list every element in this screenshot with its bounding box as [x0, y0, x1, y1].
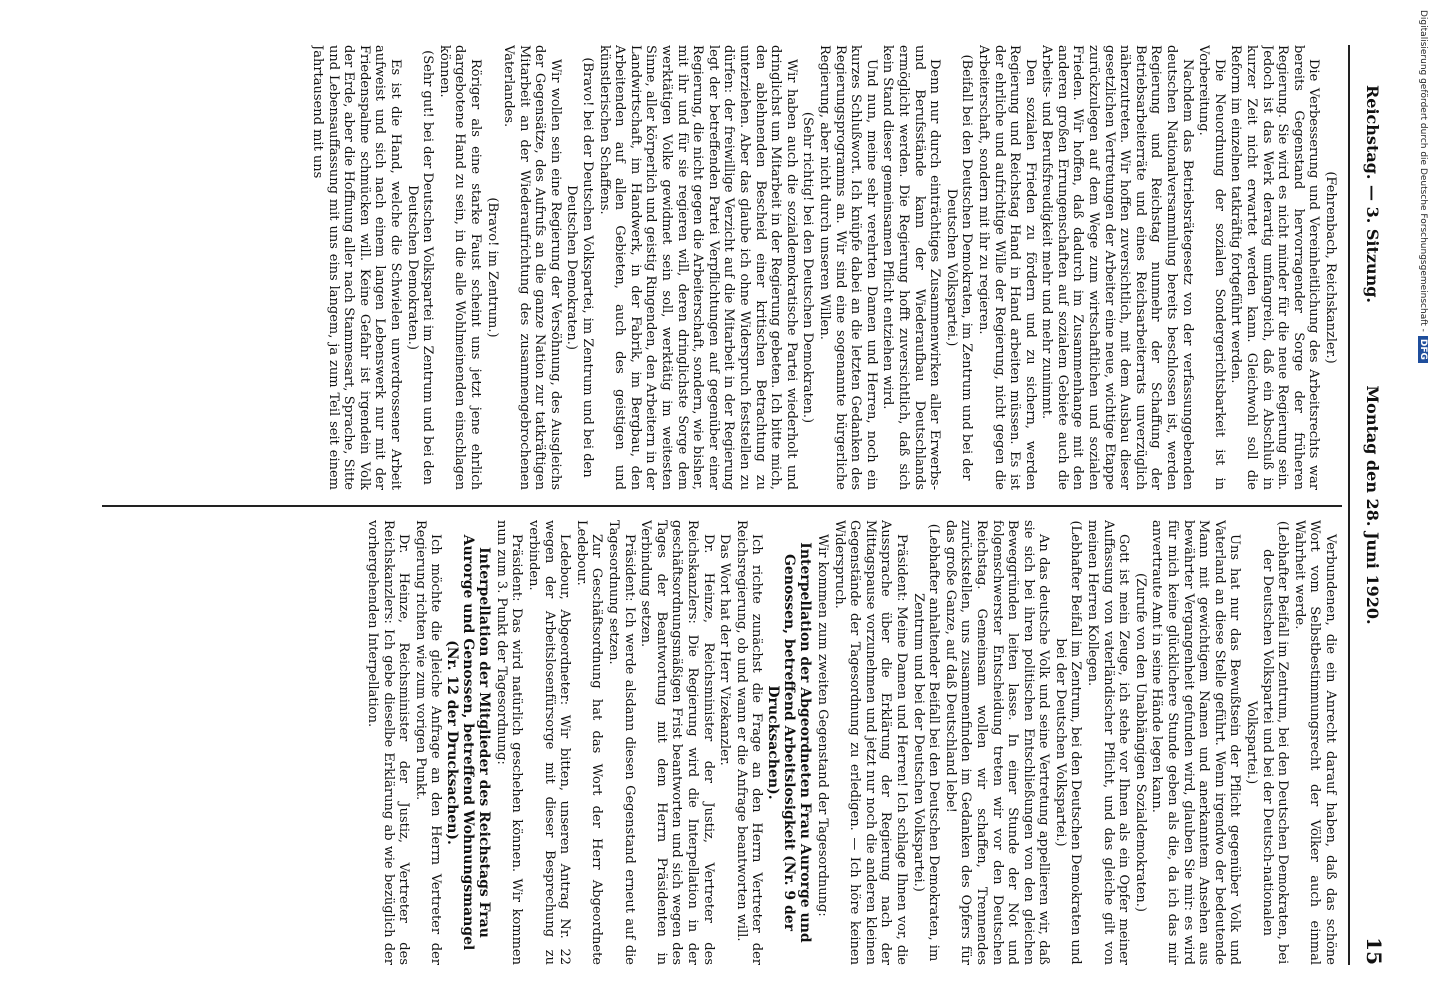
interjection: (Sehr richtig! bei den Deutschen Demokraten.) — [800, 111, 816, 424]
digitization-sidebar — [1404, 0, 1434, 1000]
paragraph: Verbundenen, die ein Anrecht darauf haben, daß das schöne Wort vom Selbstbestimmungsrecht der Völker auch einmal Wahrheit werde. — [1291, 520, 1338, 965]
dfg-logo: DFG — [1418, 336, 1428, 363]
page-number: 15 — [1362, 937, 1386, 965]
paragraph: Die Verbesserung und Vereinheitlichung des Arbeitsrechts war bereits Gegenstand hervorragender Sorge der früheren Regierung. Sie wird es nicht minder für die neue Regierung sein. Jedoch ist das Werk derartig umfangreich, daß ein Abschluß in kurzer Zeit nicht erwartet werden kann. Gleichwohl soll die Reform im einzelnen tatkräftig fortgeführt werden. — [1228, 45, 1322, 490]
page-header — [1348, 45, 1390, 965]
paragraph: Und nun, meine sehr verehrten Damen und Herren, noch ein kurzes Schlußwort. Ich knüpfe dabei an die letzten Gedanken des Regierungsprogramms an. Wir sind eine sogenannte bürgerliche Regierung, aber nicht durch unseren Willen. — [817, 45, 879, 490]
interjection: (Lebhafter Beifall im Zentrum, bei den Deutschen Demokraten und bei der Deutschen Volkspartei.) — [1052, 520, 1084, 965]
digitization-credit — [1418, 10, 1428, 363]
rotated-newspaper-page — [100, 45, 1390, 965]
paragraph: An das deutsche Volk und seine Vertretung appellieren wir, daß sie sich bei ihren politischen Entschließungen von den gleichen Beweggründen leiten lasse. In einer Stunde der Not und folgenschwerster Entscheidung treten wir vor den Deutschen Reichstag. Gemeinsam wollen wir schaffen, Trennendes zurückstellen, uns zusammenfinden im Gedanken des Opfers für das große Ganze, auf daß Deutschland lebe! — [942, 520, 1052, 965]
paragraph: Wir haben auch die sozialdemokratische Partei wiederholt und dringlichst um Mitarbeit in der Regierung gebeten. Ich bitte mich, den ablehnenden Bescheid einer kritischen Betrachtung zu unterziehen. Aber das glaube ich ohne Widerspruch feststellen zu dürfen: der freiwillige Verzicht auf die Mitarbeit in der Regierung legt der betreffenden Partei Verpflichtungen auf gegenüber einer Regierung, die nicht gegen die Arbeiterschaft, sondern, wie bisher, mit ihr und für sie regieren will, deren dringlichste Sorge dem werktätigen Volke gewidmet sein soll, werktätig im weitesten Sinne, aller körperlich und geistig Ringenden, den Arbeitern in der Landwirtschaft, im Handwerk, in der Fabrik, im Bergbau, den Arbeitenden auf allen Gebieten, auch des geistigen und künstlerischen Schaffens. — [596, 45, 799, 490]
paragraph: Die Neuordnung der sozialen Sondergerichtsbarkeit ist in Vorbereitung. — [1196, 45, 1227, 490]
interjection: (Sehr gut! bei der Deutschen Volkspartei im Zentrum und bei den Deutschen Demokraten.) — [404, 50, 436, 485]
right-text-column — [108, 520, 1338, 965]
paragraph: Wir kommen zum zweiten Gegenstand der Tagesordnung: — [815, 534, 830, 917]
interjection: (Beifall bei den Deutschen Demokraten, im Zentrum und bei der Deutschen Volkspartei.) — [943, 54, 975, 481]
paragraph: Ich richte zunächst die Frage an den Herrn Vertreter der Reichsregierung, ob und wann er die Anfrage beantworten will. — [733, 520, 765, 965]
paragraph: Es ist die Hand, welche die Schwielen unverdrossener Arbeit aufweist und sich nach einem langen Lebenswerk nur mit der Friedenspalme schmücken will. Keine Gefahr ist irgendein Volk der Erde, aber die Hoffnung aller nach Stammesart, Sprache, Sitte und Lebensauffassung mit uns eins langem, ja zum Teil seit einem Jahrtausend mit uns — [310, 45, 403, 490]
paragraph: Präsident: Meine Damen und Herren! Ich schlage Ihnen vor, die Aussprache über die Erklärung der Regierung nach der Mittagspause vorzunehmen und jetzt nur noch die anderen kleinen Gegenstände der Tagesordnung zu erledigen. — Ich höre keinen Widerspruch. — [831, 520, 909, 965]
paragraph: Dr. Heinze, Reichsminister der Justiz, Vertreter des Reichskanzlers: Die Regierung wird die Interpellation in der geschäftsordnungsmäßigen Frist beantworten und sich wegen des Tages der Beantwortung mit dem Herrn Präsidenten in Verbindung setzen. — [638, 520, 716, 965]
interjection: (Fehrenbach, Reichskanzler.) — [1323, 171, 1338, 364]
paragraph: Zur Geschäftsordnung hat das Wort der Herr Abgeordnete Ledebour. — [573, 520, 605, 965]
interjection: (Lebhafter anhaltender Beifall bei den Deutschen Demokraten, im Zentrum und bei der Deutschen Volkspartei.) — [910, 523, 942, 962]
left-text-column — [108, 45, 1338, 490]
interjection: (Bravo! bei der Deutschen Volkspartei, im Zentrum und bei den Deutschen Demokraten.) — [564, 57, 596, 478]
header-date: Montag den 28. Juni 1920. — [1363, 385, 1382, 625]
paragraph: Das Wort hat der Herr Vizekanzler. — [717, 534, 733, 766]
paragraph: Röriger als eine starke Faust scheint uns jetzt jene ehrlich dargebotene Hand zu sein, in die alle Wohlmeinenden einschlagen können. — [436, 45, 483, 490]
column-divider — [102, 505, 1342, 507]
section-heading: Interpellation der Abgeordneten Frau Aurorge und Genossen, betreffend Arbeitslosigkeit (Nr. 9 der Drucksachen). — [765, 542, 814, 943]
paragraph: Präsident: Ich werde alsdann diesen Gegenstand erneut auf die Tagesordnung setzen. — [606, 520, 637, 965]
interjection: (Bravo! im Zentrum.) — [484, 197, 500, 338]
paragraph: Denn nur durch einträchtiges Zusammenwirken aller Erwerbs- und Berufsstände kann der Wiederaufbau Deutschlands ermöglicht werden. Die Regierung hofft zuversichtlich, daß sich kein Stand dieser gemeinsamen Pflicht entziehen wird. — [880, 45, 943, 490]
paragraph: Ledebour, Abgeordneter: Wir bitten, unseren Antrag Nr. 22 wegen der Arbeitslosenfürsorge mit dieser Besprechung zu verbinden. — [526, 520, 573, 965]
paragraph: Den sozialen Frieden zu fördern und zu sichern, werden Regierung und Reichstag Hand in Hand arbeiten müssen. Es ist der ehrliche und aufrichtige Wille der Regierung, nicht gegen die Arbeiterschaft, sondern mit ihr zu regieren. — [975, 45, 1038, 490]
paragraph: Nachdem das Betriebsrätegesetz von der verfassunggebenden deutschen Nationalversammlung bereits beschlossen ist, werden Regierung und Reichstag nunmehr der Schaffung der Betriebsarbeiterräte und eines Reichsarbeiterrats unverzüglich näherzutreten. Wir hoffen zuversichtlich, mit dem Ausbau dieser gesetzlichen Vertretungen der Arbeiter eine neue, wichtige Etappe zurückzulegen auf dem Wege zum wirtschaftlichen und sozialen Frieden. Wir hoffen, daß dadurch im Zusammenhange mit den anderen großen Errungenschaften auf sozialem Gebiete auch die Arbeits- und Berufsfreudigkeit mehr und mehr zunimmt. — [1039, 45, 1195, 490]
paragraph: Präsident: Das wird natürlich geschehen können. Wir kommen nun zum 3. Punkt der Tagesordnung: — [493, 520, 525, 965]
interjection: (Lebhafter Beifall im Zentrum, bei den Deutschen Demokraten, bei der Deutschen Volkspartei und bei der Deutsch-nationalen Volkspartei.) — [1244, 520, 1291, 965]
credit-text: Digitalisierung gefördert durch die Deutsche Forschungsgemeinschaft - — [1418, 10, 1428, 332]
header-session: Reichstag. — 3. Sitzung. — [1363, 85, 1382, 303]
paragraph: Wir wollen sein eine Regierung der Versöhnung, des Ausgleichs der Gegensätze, des Aufrufs an die ganze Nation zur tatkräftigen Mitarbeit an der Wiederaufrichtung des zusammengebrochenen Vaterlandes. — [501, 45, 563, 490]
paragraph: Dr. Heinze, Reichsminister der Justiz, Vertreter des Reichskanzlers: Ich gebe dieselbe Erklärung ab wie bezüglich der vorhergehenden Interpellation. — [364, 520, 412, 965]
paragraph: Uns hat nur das Bewußtsein der Pflicht gegenüber Volk und Vaterland an diese Stelle geführt. Wenn irgendwo der bedeutende Mann mit gewichtigem Namen und anerkanntem Ansehen aus bewährter Vergangenheit gefunden wird, glauben Sie mir: es wird für mich keine glücklichere Stunde geben als die, da ich das mir anvertraute Amt in seine Hände legen kann. — [1149, 520, 1243, 965]
interjection: (Zurufe von den Unabhängigen Sozialdemokraten.) — [1132, 573, 1148, 912]
paragraph: Gott ist mein Zeuge, ich stehe vor Ihnen als ein Opfer meiner Auffassung von vaterländischer Pflicht, und das gleiche gilt von meinen Herren Kollegen. — [1085, 520, 1132, 965]
paragraph: Ich möchte die gleiche Anfrage an den Herrn Vertreter der Regierung richten wie zum vorigen Punkt. — [412, 520, 444, 965]
section-heading: Interpellation der Mitglieder des Reichstags Frau Aurorge und Genossen, betreffend Wohnungsmangel (Nr. 12 der Drucksachen). — [444, 534, 493, 951]
